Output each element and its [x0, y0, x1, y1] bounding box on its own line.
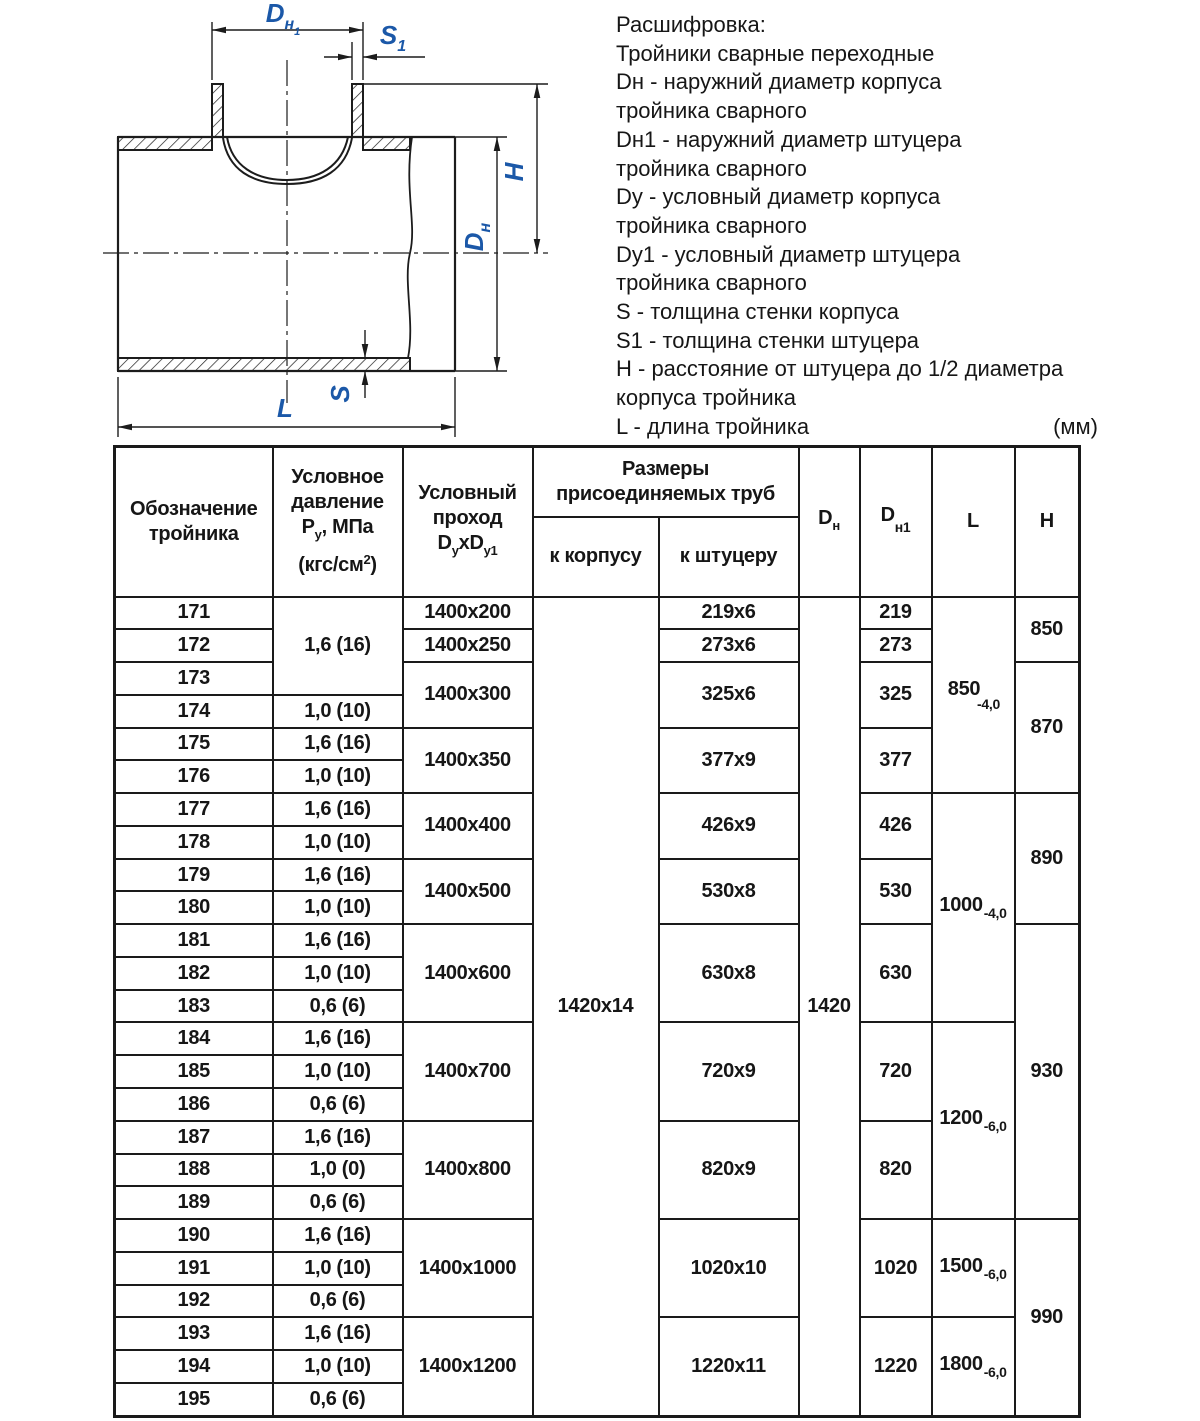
decode-text — [616, 11, 1098, 442]
cell-pressure: 1,0 (0) — [273, 1154, 403, 1187]
cell-l — [932, 1022, 1015, 1219]
decode-line: Dн1 - наружний диаметр штуцера — [616, 126, 962, 152]
cell-h: 990 — [1015, 1219, 1080, 1416]
decode-line — [616, 413, 1098, 442]
cell-pass: 1400x600 — [403, 924, 533, 1022]
tee-diagram — [0, 0, 600, 442]
cell-pass: 1400x1000 — [403, 1219, 533, 1317]
decode-line: тройника сварного — [616, 212, 807, 238]
cell-to_branch: 820x9 — [659, 1121, 799, 1219]
body-walls — [118, 84, 410, 371]
decode-line: Dн - наружний диаметр корпуса — [616, 69, 942, 95]
l-value: 1200 — [939, 1107, 983, 1130]
cell-designation: 175 — [115, 728, 273, 761]
cell-pass: 1400x200 — [403, 597, 533, 630]
cell-pressure: 1,6 (16) — [273, 1022, 403, 1055]
cell-dn1: 630 — [860, 924, 932, 1022]
cell-pressure: 0,6 (6) — [273, 1088, 403, 1121]
decode-line: тройника сварного — [616, 98, 807, 124]
cell-dn1: 1020 — [860, 1219, 932, 1317]
l-tolerance: -6,0 — [983, 1118, 1007, 1135]
cell-designation: 184 — [115, 1022, 273, 1055]
cell-designation: 186 — [115, 1088, 273, 1121]
cell-to_branch: 1020x10 — [659, 1219, 799, 1317]
cell-designation: 176 — [115, 760, 273, 793]
header-to-branch: к штуцеру — [659, 517, 799, 597]
s1-dim-label: $S_1$ — [379, 20, 407, 55]
cell-pressure: 1,0 (10) — [273, 695, 403, 728]
cell-pressure: 1,6 (16) — [273, 924, 403, 957]
cell-pressure: 1,6 (16) — [273, 1219, 403, 1252]
cell-dn1: 820 — [860, 1121, 932, 1219]
cell-designation: 180 — [115, 891, 273, 924]
cell-to_branch: 426x9 — [659, 793, 799, 859]
header-l: L — [932, 447, 1015, 597]
cell-pressure: 1,6 (16) — [273, 597, 403, 695]
cell-pass: 1400x250 — [403, 629, 533, 662]
cell-h: 870 — [1015, 662, 1080, 793]
header-pressure: Условное давление $P_у$, МПа $(кгс/см^2)$ — [273, 447, 403, 597]
cell-h: 850 — [1015, 597, 1080, 663]
l-tolerance: -6,0 — [983, 1364, 1007, 1381]
cell-designation: 192 — [115, 1285, 273, 1318]
cell-pressure: 1,0 (10) — [273, 957, 403, 990]
cell-designation: 187 — [115, 1121, 273, 1154]
cell-designation: 173 — [115, 662, 273, 695]
break-line — [408, 137, 412, 358]
cell-designation: 182 — [115, 957, 273, 990]
l-value: 850 — [947, 677, 981, 700]
cell-l — [932, 1317, 1015, 1416]
l-value: 1000 — [939, 894, 983, 917]
cell-pressure: 1,0 (10) — [273, 1350, 403, 1383]
cell-to_body: 1420x14 — [533, 597, 659, 1417]
cell-pressure: 1,6 (16) — [273, 1121, 403, 1154]
decode-line: Dу1 - условный диаметр штуцера — [616, 241, 961, 267]
cell-designation: 171 — [115, 597, 273, 630]
cell-dn1: 219 — [860, 597, 932, 630]
decode-line: S1 - толщина стенки штуцера — [616, 327, 920, 353]
cell-designation: 177 — [115, 793, 273, 826]
l-value: 1800 — [939, 1353, 983, 1376]
cell-pass: 1400x350 — [403, 728, 533, 794]
l-dim-label: L — [277, 393, 293, 423]
l-tolerance: -4,0 — [983, 905, 1007, 922]
cell-designation: 195 — [115, 1383, 273, 1417]
cell-dn1: 530 — [860, 859, 932, 925]
unit-label: (мм) — [1053, 413, 1098, 439]
table-row — [115, 597, 1080, 630]
dimension-s1 — [324, 42, 425, 80]
cell-dn: 1420 — [799, 597, 860, 1417]
cell-designation: 193 — [115, 1317, 273, 1350]
decode-line: Dу - условный диаметр корпуса — [616, 184, 941, 210]
decode-line: Тройники сварные переходные — [616, 40, 935, 66]
decode-line: тройника сварного — [616, 270, 807, 296]
cell-designation: 190 — [115, 1219, 273, 1252]
cell-pressure: 0,6 (6) — [273, 1186, 403, 1219]
cell-designation: 181 — [115, 924, 273, 957]
cell-pressure: 1,6 (16) — [273, 859, 403, 892]
cell-pass: 1400x800 — [403, 1121, 533, 1219]
header-pass: Условный проход $D_уxD_{у1}$ — [403, 447, 533, 597]
cell-to_branch: 273x6 — [659, 629, 799, 662]
cell-to_branch: 630x8 — [659, 924, 799, 1022]
cell-dn1: 720 — [860, 1022, 932, 1120]
cell-designation: 172 — [115, 629, 273, 662]
cell-pass: 1400x1200 — [403, 1317, 533, 1416]
h-dim-label: H — [499, 162, 529, 182]
cell-pass: 1400x700 — [403, 1022, 533, 1120]
cell-pressure: 1,6 (16) — [273, 728, 403, 761]
cell-l — [932, 597, 1015, 794]
cell-designation: 189 — [115, 1186, 273, 1219]
cell-pressure: 1,0 (10) — [273, 760, 403, 793]
decode-line: Расшифровка: — [616, 12, 766, 37]
header-dn: $D_н$ — [799, 447, 860, 597]
l-tolerance: -4,0 — [977, 695, 1000, 712]
cell-pressure: 1,6 (16) — [273, 793, 403, 826]
cell-designation: 185 — [115, 1055, 273, 1088]
cell-h: 930 — [1015, 924, 1080, 1219]
decode-line: S - толщина стенки корпуса — [616, 299, 900, 325]
cell-pressure: 1,0 (10) — [273, 891, 403, 924]
cell-pressure: 1,0 (10) — [273, 826, 403, 859]
decode-line: H - расстояние от штуцера до 1/2 диаметра — [616, 356, 1064, 382]
cell-designation: 191 — [115, 1252, 273, 1285]
header-designation: Обозначение тройника — [115, 447, 273, 597]
decode-line: корпуса тройника — [616, 385, 796, 411]
cell-dn1: 426 — [860, 793, 932, 859]
cell-designation: 194 — [115, 1350, 273, 1383]
cell-designation: 188 — [115, 1154, 273, 1187]
cell-pressure: 0,6 (6) — [273, 990, 403, 1023]
spec-table — [113, 445, 1081, 1418]
cell-to_branch: 377x9 — [659, 728, 799, 794]
decode-line-text: L - длина тройника — [616, 413, 810, 439]
cell-pressure: 1,0 (10) — [273, 1055, 403, 1088]
cell-dn1: 325 — [860, 662, 932, 728]
cell-l — [932, 1219, 1015, 1317]
cell-pass: 1400x400 — [403, 793, 533, 859]
header-pipe-sizes-group: Размеры присоединяемых труб — [533, 447, 799, 517]
cell-l — [932, 793, 1015, 1022]
cell-pass: 1400x300 — [403, 662, 533, 728]
cell-designation: 183 — [115, 990, 273, 1023]
cell-designation: 178 — [115, 826, 273, 859]
cell-dn1: 1220 — [860, 1317, 932, 1416]
cell-dn1: 273 — [860, 629, 932, 662]
cell-pass: 1400x500 — [403, 859, 533, 925]
decode-line: тройника сварного — [616, 155, 807, 181]
s-dim-label: S — [325, 385, 355, 403]
dn-dim-label: $D_н$ — [459, 222, 494, 252]
header-h: H — [1015, 447, 1080, 597]
cell-to_branch: 219x6 — [659, 597, 799, 630]
cell-to_branch: 720x9 — [659, 1022, 799, 1120]
cell-to_branch: 325x6 — [659, 662, 799, 728]
cell-designation: 179 — [115, 859, 273, 892]
header-to-body: к корпусу — [533, 517, 659, 597]
spec-table-body — [115, 597, 1080, 1417]
l-value: 1500 — [939, 1254, 983, 1277]
header-dn1: $D_{н1}$ — [860, 447, 932, 597]
l-tolerance: -6,0 — [983, 1265, 1007, 1282]
cell-h: 890 — [1015, 793, 1080, 924]
dn1-dim-label: $D_{н1}$ — [265, 0, 301, 38]
cell-pressure: 1,0 (10) — [273, 1252, 403, 1285]
cell-pressure: 0,6 (6) — [273, 1383, 403, 1417]
cell-to_branch: 1220x11 — [659, 1317, 799, 1416]
cell-pressure: 1,6 (16) — [273, 1317, 403, 1350]
cell-to_branch: 530x8 — [659, 859, 799, 925]
cell-dn1: 377 — [860, 728, 932, 794]
cell-designation: 174 — [115, 695, 273, 728]
cell-pressure: 0,6 (6) — [273, 1285, 403, 1318]
